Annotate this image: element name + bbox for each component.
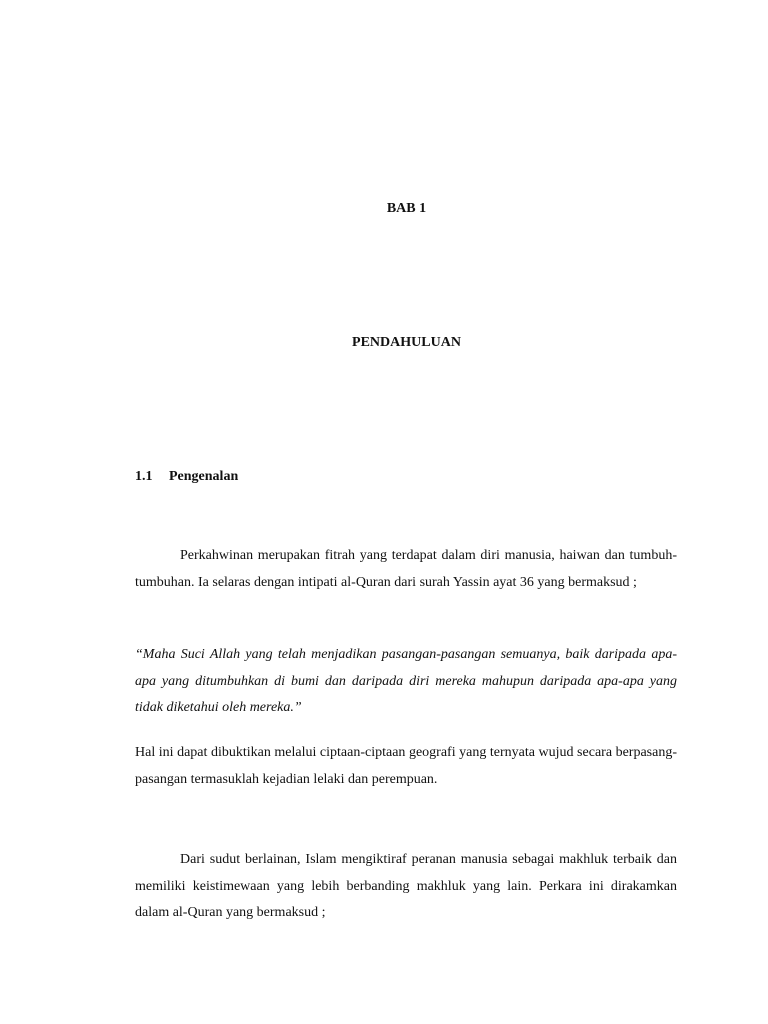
- paragraph-islam-view: Dari sudut berlainan, Islam mengiktiraf peranan manusia sebagai makhluk terbaik dan memiliki keistimewaan yang lebih berbanding makhluk yang lain. Perkara ini dirakamkan dalam al-Quran yang bermaksud ;: [135, 852, 677, 920]
- chapter-number: BAB 1: [386, 201, 427, 216]
- chapter-title: PENDAHULUAN: [352, 335, 461, 350]
- paragraph-intro: Perkahwinan merupakan fitrah yang terdapat dalam diri manusia, haiwan dan tumbuh-tumbuhan. Ia selaras dengan intipati al-Quran dari surah Yassin ayat 36 yang bermaksud ;: [135, 548, 677, 590]
- section-title: Pengenalan: [169, 469, 239, 484]
- section-number: 1.1: [135, 469, 153, 484]
- section-heading: [135, 469, 238, 485]
- quran-quote: “Maha Suci Allah yang telah menjadikan pasangan-pasangan semuanya, baik daripada apa-apa yang ditumbuhkan di bumi dan daripada diri mereka mahupun daripada apa-apa yang tidak diketahui oleh mereka.”: [135, 647, 677, 715]
- paragraph-evidence: Hal ini dapat dibuktikan melalui ciptaan-ciptaan geografi yang ternyata wujud secara berpasang-pasangan termasuklah kejadian lelaki dan perempuan.: [135, 745, 677, 787]
